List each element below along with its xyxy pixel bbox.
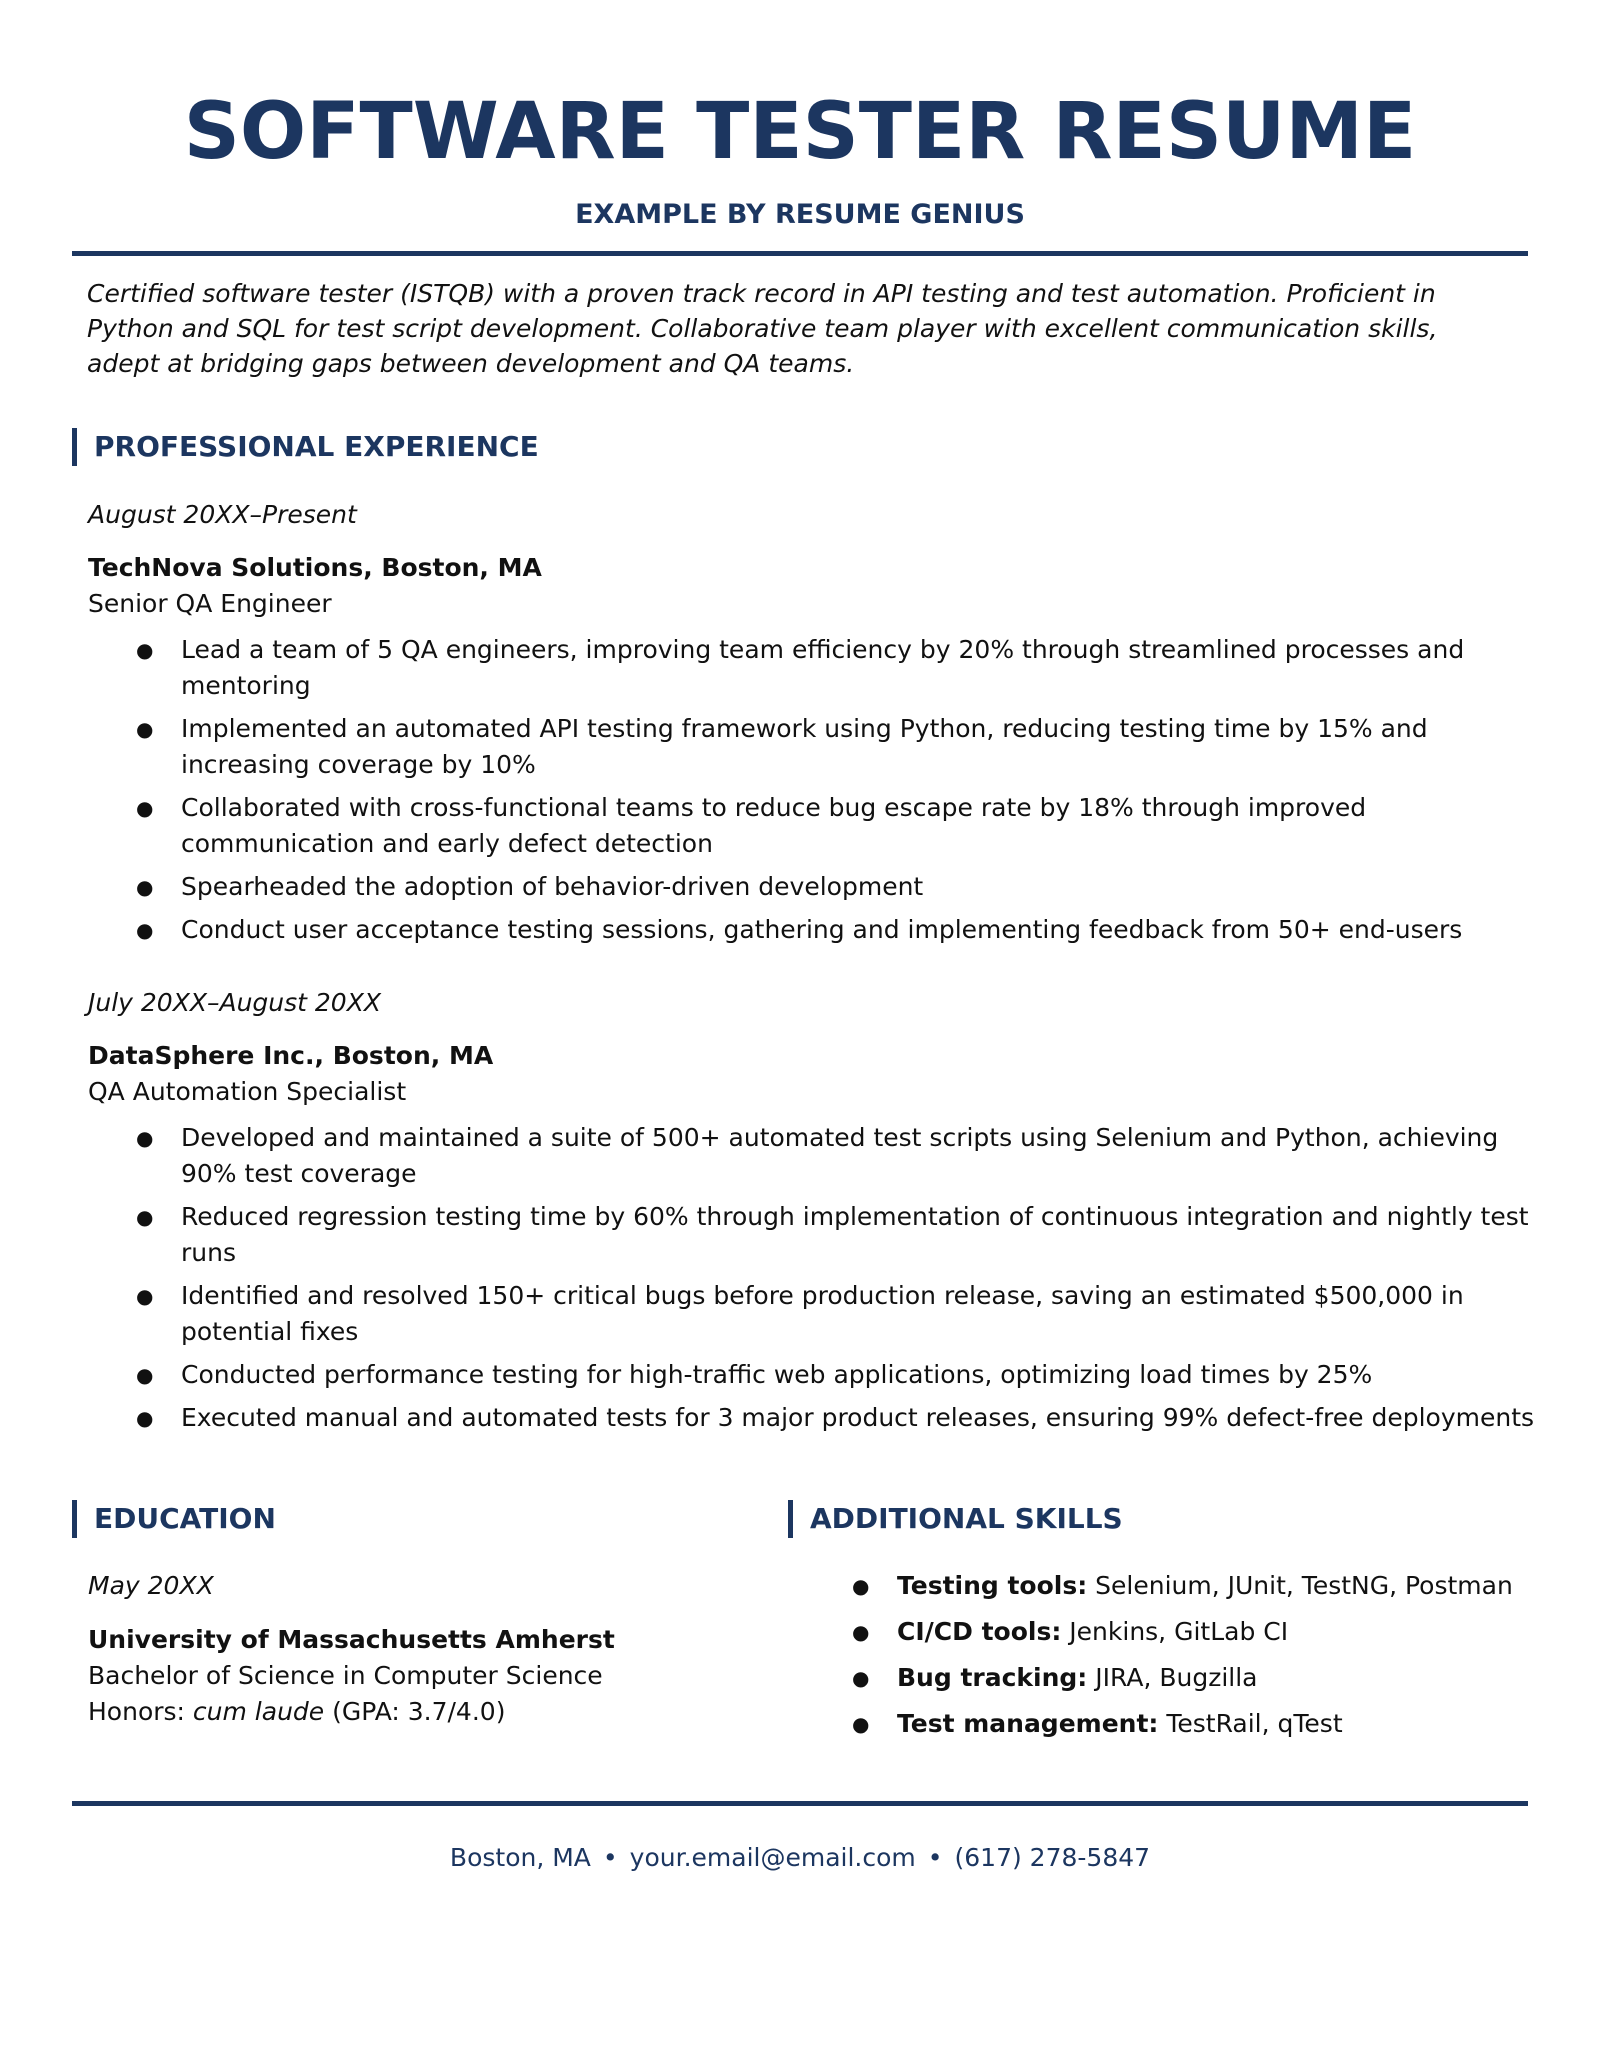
- resume-title: SOFTWARE TESTER RESUME: [183, 87, 1417, 177]
- education-date: May 20XX: [88, 1571, 214, 1600]
- list-item: ● Developed and maintained a suite of 500+ automated test scripts using Selenium and Python, achieving 90% test coverage: [136, 1120, 1536, 1192]
- list-item: ● Identified and resolved 150+ critical bugs before production release, saving an estimated $500,000 in potential fixes: [136, 1278, 1536, 1350]
- bullet-icon: ●: [852, 1666, 870, 1690]
- list-item: ● Executed manual and automated tests for 3 major product releases, ensuring 99% defect-free deployments: [136, 1400, 1536, 1436]
- list-item: ● Collaborated with cross-functional teams to reduce bug escape rate by 18% through improved communication and early defect detection: [136, 790, 1536, 862]
- education-honors: Honors: cum laude (GPA: 3.7/4.0): [88, 1697, 506, 1726]
- list-item: ● Testing tools: Selenium, JUnit, TestNG, Postman: [852, 1568, 1552, 1604]
- education-degree: Bachelor of Science in Computer Science: [88, 1661, 603, 1690]
- separator-dot: •: [602, 1843, 618, 1872]
- list-item: ● Bug tracking: JIRA, Bugzilla: [852, 1660, 1552, 1696]
- list-item: ● CI/CD tools: Jenkins, GitLab CI: [852, 1614, 1552, 1650]
- job-bullets: [136, 1120, 1536, 1443]
- bullet-icon: ●: [136, 1284, 154, 1308]
- header-divider: [72, 251, 1528, 256]
- bullet-icon: ●: [852, 1620, 870, 1644]
- section-heading-education: EDUCATION: [72, 1500, 276, 1538]
- contact-location: Boston, MA: [449, 1843, 591, 1872]
- job-company: TechNova Solutions, Boston, MA: [88, 553, 542, 582]
- job-role: Senior QA Engineer: [88, 589, 332, 618]
- list-item: ● Conducted performance testing for high-traffic web applications, optimizing load times by 25%: [136, 1357, 1536, 1393]
- bullet-icon: ●: [136, 796, 154, 820]
- job-company: DataSphere Inc., Boston, MA: [88, 1041, 494, 1070]
- bullet-icon: ●: [136, 875, 154, 899]
- list-item: ● Conduct user acceptance testing sessions, gathering and implementing feedback from 50+ end-users: [136, 912, 1536, 948]
- education-school: University of Massachusetts Amherst: [88, 1625, 615, 1654]
- job-role: QA Automation Specialist: [88, 1077, 407, 1106]
- bullet-icon: ●: [136, 918, 154, 942]
- bullet-icon: ●: [136, 1205, 154, 1229]
- section-heading-experience: PROFESSIONAL EXPERIENCE: [72, 428, 539, 466]
- resume-subtitle: EXAMPLE BY RESUME GENIUS: [575, 199, 1025, 230]
- list-item: ● Implemented an automated API testing framework using Python, reducing testing time by 15% and increasing coverage by 10%: [136, 711, 1536, 783]
- bullet-icon: ●: [136, 1126, 154, 1150]
- summary-text: Certified software tester (ISTQB) with a proven track record in API testing and test automation. Proficient in Python and SQL for test script development. Collaborative team player with excellent communication skills, adept at bridging gaps between development and QA teams.: [87, 279, 1438, 378]
- bullet-icon: ●: [136, 1406, 154, 1430]
- contact-phone[interactable]: (617) 278-5847: [954, 1843, 1151, 1872]
- list-item: ● Spearheaded the adoption of behavior-driven development: [136, 869, 1536, 905]
- list-item: ● Reduced regression testing time by 60% through implementation of continuous integration and nightly test runs: [136, 1199, 1536, 1271]
- job-dates: August 20XX–Present: [88, 500, 357, 529]
- contact-footer: [0, 1840, 1600, 1876]
- list-item: ● Lead a team of 5 QA engineers, improving team efficiency by 20% through streamlined processes and mentoring: [136, 632, 1536, 704]
- bullet-icon: ●: [852, 1574, 870, 1598]
- job-bullets: [136, 632, 1536, 955]
- bullet-icon: ●: [852, 1712, 870, 1736]
- list-item: ● Test management: TestRail, qTest: [852, 1706, 1552, 1742]
- section-heading-skills: ADDITIONAL SKILLS: [788, 1500, 1123, 1538]
- bullet-icon: ●: [136, 638, 154, 662]
- footer-divider: [72, 1801, 1528, 1806]
- job-dates: July 20XX–August 20XX: [88, 988, 381, 1017]
- separator-dot: •: [927, 1843, 943, 1872]
- bullet-icon: ●: [136, 1363, 154, 1387]
- contact-email[interactable]: your.email@email.com: [629, 1843, 916, 1872]
- skills-list: [852, 1568, 1552, 1752]
- bullet-icon: ●: [136, 717, 154, 741]
